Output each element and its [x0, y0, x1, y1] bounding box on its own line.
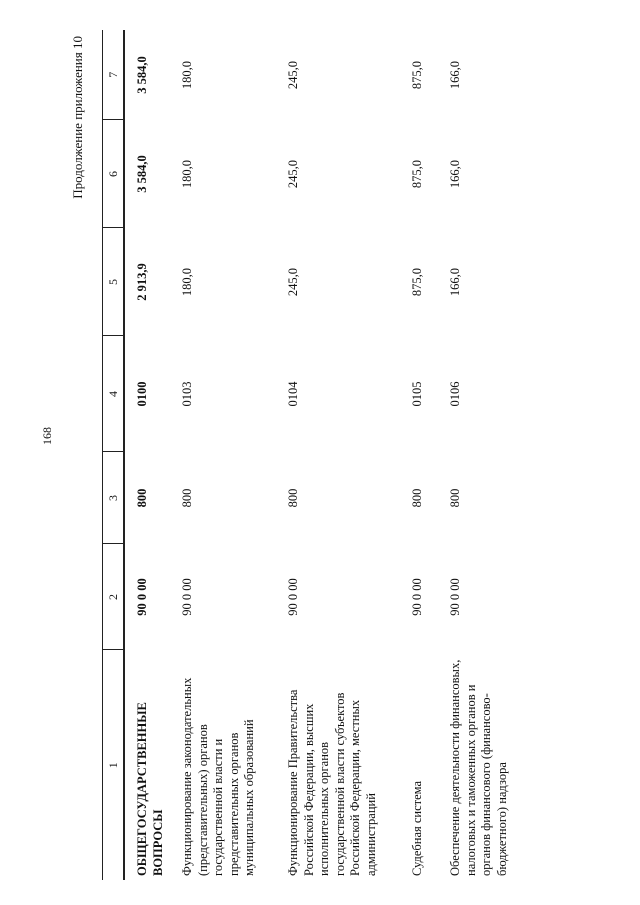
cell-c7: 875,0: [410, 60, 424, 90]
continuation-caption: Продолжение приложения 10: [70, 36, 85, 199]
cell-c5: 166,0: [448, 267, 462, 297]
cell-c3: 800: [135, 488, 149, 508]
cell-c5: 245,0: [286, 267, 300, 297]
cell-c7: 245,0: [286, 60, 300, 90]
cell-c2: 90 0 00: [410, 578, 424, 616]
budget-table: [102, 30, 552, 880]
cell-c2: 90 0 00: [286, 578, 300, 616]
cell-c7: 180,0: [180, 60, 194, 90]
cell-c4: 0106: [448, 381, 462, 407]
row-name: Судебная система: [410, 780, 424, 876]
cell-c6: 245,0: [286, 159, 300, 189]
cell-c3: 800: [180, 488, 194, 508]
cell-c6: 166,0: [448, 159, 462, 189]
cell-c7: 3 584,0: [135, 56, 149, 94]
row-name: Функционирование Правительства Российской Федерации, высших исполнительных органов государственной власти субъектов Российской Федерации, местных администраций: [286, 689, 378, 876]
cell-c4: 0100: [135, 381, 149, 407]
rotated-table-page: [70, 30, 630, 880]
cell-c2: 90 0 00: [448, 578, 462, 616]
header-row: [103, 30, 125, 880]
column-header-3: 3: [103, 452, 125, 544]
row-name: ОБЩЕГОСУДАРСТВЕННЫЕ ВОПРОСЫ: [135, 702, 165, 876]
cell-c4: 0104: [286, 381, 300, 407]
page-number: 168: [40, 427, 54, 445]
row-name: Функционирование законодательных (представительных) органов государственной власти и представительных органов муниципальных образований: [180, 677, 256, 876]
cell-c6: 3 584,0: [135, 155, 149, 193]
column-header-5: 5: [103, 228, 125, 336]
table-row: [438, 30, 552, 880]
cell-c3: 800: [410, 488, 424, 508]
cell-c6: 180,0: [180, 159, 194, 189]
column-header-6: 6: [103, 120, 125, 228]
cell-c5: 180,0: [180, 267, 194, 297]
column-header-1: 1: [103, 650, 125, 880]
cell-c3: 800: [448, 488, 462, 508]
table-row: [124, 30, 170, 880]
cell-c2: 90 0 00: [180, 578, 194, 616]
column-header-2: 2: [103, 544, 125, 650]
column-header-4: 4: [103, 336, 125, 452]
cell-c6: 875,0: [410, 159, 424, 189]
cell-c4: 0105: [410, 381, 424, 407]
row-name: Обеспечение деятельности финансовых, налоговых и таможенных органов и органов финансового (финансово-бюджетного) надзора: [448, 659, 509, 876]
cell-c5: 875,0: [410, 267, 424, 297]
table-row: [276, 30, 400, 880]
cell-c4: 0103: [180, 381, 194, 407]
cell-c3: 800: [286, 488, 300, 508]
table-row: [400, 30, 438, 880]
cell-c7: 166,0: [448, 60, 462, 90]
cell-c2: 90 0 00: [135, 578, 149, 616]
cell-c5: 2 913,9: [135, 263, 149, 301]
table-row: [170, 30, 276, 880]
column-header-7: 7: [103, 30, 125, 120]
